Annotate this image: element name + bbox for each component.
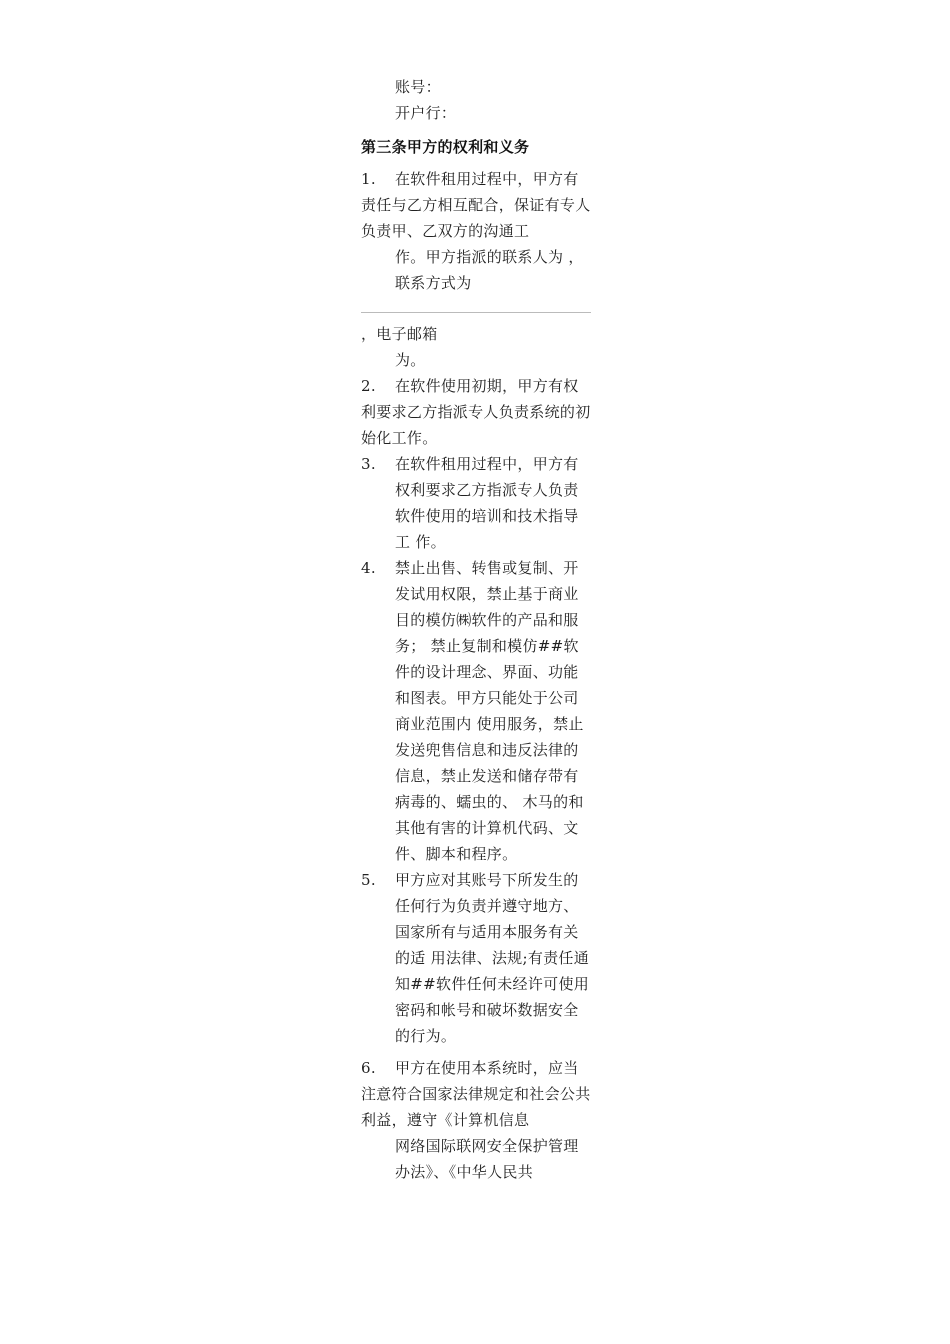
clause-1-email-tail: 为。 [395, 351, 426, 369]
clause-6-number: 6. [361, 1059, 376, 1077]
clause-1-email-label: ，电子邮箱 [361, 325, 438, 343]
clause-6-text: 甲方在使用本系统时，应当注意符合国家法律规定和社会公共利益，遵守《计算机信息 [361, 1059, 591, 1129]
clause-6-lead [361, 1055, 593, 1133]
clause-1-continuation: 作。甲方指派的联系人为 ，联系方式为 [395, 248, 584, 292]
clause-3-text: 在软件租用过程中，甲方有权利要求乙方指派专人负责软件使用的培训和技术指导工 作。 [395, 455, 579, 551]
section-title: 第三条甲方的权利和义务 [361, 138, 530, 156]
clause-1-lead [361, 166, 593, 244]
clause-4-text: 禁止出售、转售或复制、开发试用权限，禁止基于商业目的模仿㈱软件的产品和服务； 禁止复制和模仿##软件的设计理念、界面、功能和图表。甲方只能处于公司商业范围内 使用服务，禁止发送兜售信息和违反法律的信息，禁止发送和储存带有病毒的、蠕虫的、 木马的和其他有害的计算机代码、文件、脚本和程序。 [395, 559, 584, 863]
contact-blank-line [361, 312, 591, 313]
clause-1-number: 1. [361, 170, 376, 188]
document-column [361, 74, 593, 1185]
clause-3 [361, 451, 593, 555]
account-label: 账号： [395, 78, 441, 96]
clause-5-number: 5. [361, 871, 376, 889]
clause-4 [361, 555, 593, 867]
clause-5 [361, 867, 593, 1049]
clause-3-number: 3. [361, 455, 376, 473]
clause-6-continuation: 网络国际联网安全保护管理办法》、《中华人民共 [395, 1137, 579, 1181]
clause-1-text: 在软件租用过程中，甲方有责任与乙方相互配合，保证有专人负责甲、乙双方的沟通工 [361, 170, 591, 240]
clause-2-number: 2. [361, 377, 376, 395]
clause-2 [361, 373, 593, 451]
clause-2-text: 在软件使用初期，甲方有权利要求乙方指派专人负责系统的初始化工作。 [361, 377, 591, 447]
clause-4-number: 4. [361, 559, 376, 577]
bank-label: 开户行： [395, 104, 457, 122]
clause-5-text: 甲方应对其账号下所发生的任何行为负责并遵守地方、国家所有与适用本服务有关的适 用法律、法规;有责任通知##软件任何未经许可使用密码和帐号和破坏数据安全的行为。 [395, 871, 590, 1045]
